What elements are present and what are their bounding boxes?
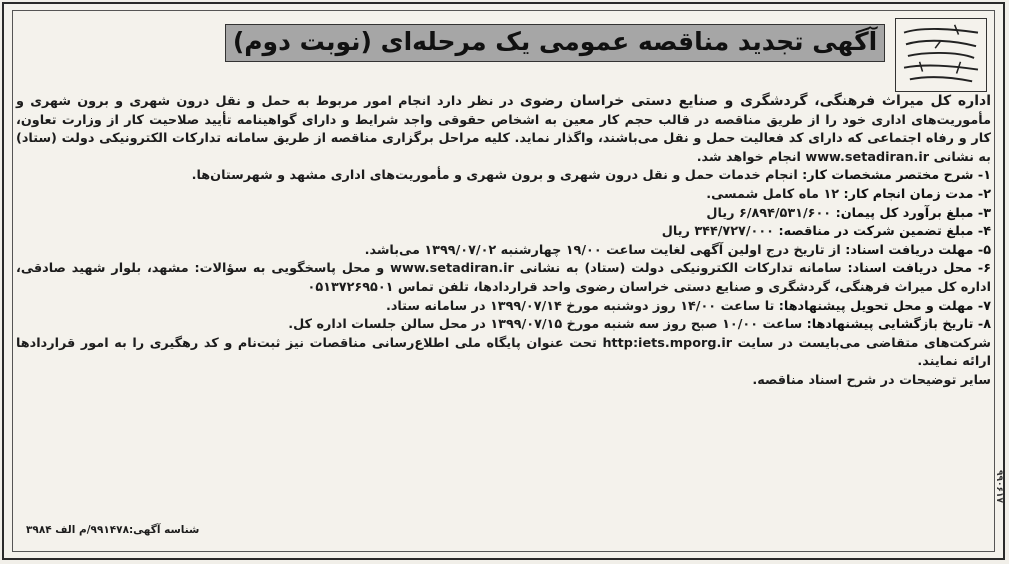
- notice-title: آگهی تجدید مناقصه عمومی یک مرحله‌ای (نوبت دوم): [225, 24, 885, 62]
- registration-note: شرکت‌های متقاضی می‌بایست در سایت http:iets.mporg.ir تحت عنوان پایگاه ملی اطلاع‌رسانی مناقصات نیز ثبت‌نام و کد رهگیری را به امور قراردادها ارائه نمایند.: [16, 335, 991, 370]
- other-details-note: سایر توضیحات در شرح اسناد مناقصه.: [752, 372, 991, 388]
- item-value: تا ساعت ۱۴/۰۰ روز دوشنبه مورخ ۱۳۹۹/۰۷/۱۴ در سامانه ستاد.: [385, 298, 779, 314]
- side-code: ۹۹۰۶۱۷: [994, 470, 1004, 503]
- item-value: ۶/۸۹۴/۵۳۱/۶۰۰ ریال: [706, 205, 836, 221]
- item-7: [16, 298, 991, 317]
- notice-body: [16, 92, 991, 391]
- intro-paragraph: [16, 92, 991, 167]
- item-value: انجام خدمات حمل و نقل درون شهری و برون شهری و مأموریت‌های اداری مشهد و شهرستان‌ها.: [191, 168, 803, 184]
- item-6: [16, 260, 991, 297]
- item-label: ۱- شرح مختصر مشخصات کار:: [802, 168, 991, 184]
- ad-identifier: شناسه آگهی:۹۹۱۴۷۸/م الف ۳۹۸۴: [26, 524, 200, 536]
- item-label: ۶- محل دریافت اسناد:: [847, 261, 991, 277]
- intro-lead: اداره کل میراث فرهنگی، گردشگری و صنایع دستی خراسان رضوی: [519, 93, 991, 109]
- item-label: ۵- مهلت دریافت اسناد:: [845, 242, 991, 258]
- item-2: [16, 186, 991, 205]
- item-8: [16, 316, 991, 335]
- intro-text: در نظر دارد انجام امور مربوط به حمل و نقل درون شهری و برون شهری و مأموریت‌های اداری خود را از طریق مناقصه در قالب حجم کار معین به اشخاص حقوقی واجد شرایط و دارای گواهینامه تأیید صلاحیت کار از وزارت تعاون، کار و رفاه اجتماعی که دارای کد فعالیت حمل و نقل می‌باشند، واگذار نماید. کلیه مراحل برگزاری مناقصه از طریق سامانه تدارکات الکترونیکی دولت (ستاد) به نشانی www.setadiran.ir انجام خواهد شد.: [16, 94, 991, 165]
- item-value: ۳۴۴/۷۲۷/۰۰۰ ریال: [661, 224, 779, 240]
- item-label: ۷- مهلت و محل تحویل پیشنهادها:: [778, 298, 991, 314]
- item-1: [16, 167, 991, 186]
- item-value: ساعت ۱۰/۰۰ صبح روز سه شنبه مورخ ۱۳۹۹/۰۷/۱۵ در محل سالن جلسات اداره کل.: [288, 317, 807, 333]
- advertisement-page: [2, 2, 1005, 560]
- item-5: [16, 242, 991, 261]
- item-value: ۱۲ ماه کامل شمسی.: [706, 186, 844, 202]
- seal-graphic: [896, 19, 986, 91]
- item-label: ۴- مبلغ تضمین شرکت در مناقصه:: [778, 224, 991, 240]
- item-label: ۲- مدت زمان انجام کار:: [843, 186, 991, 202]
- item-label: ۸- تاریخ بازگشایی پیشنهادها:: [806, 317, 991, 333]
- ministry-seal-logo: [895, 18, 987, 92]
- item-3: [16, 205, 991, 224]
- item-value: از تاریخ درج اولین آگهی لغایت ساعت ۱۹/۰۰ چهارشنبه ۱۳۹۹/۰۷/۰۲ می‌باشد.: [364, 242, 846, 258]
- item-4: [16, 223, 991, 242]
- item-value: سامانه تدارکات الکترونیکی دولت (ستاد) به نشانی www.setadiran.ir و محل پاسخگویی به سؤالات: مشهد، بلوار شهید صادقی، اداره کل میراث فرهنگی، گردشگری و صنایع دستی خراسان رضوی واحد قراردادها، تلفن تماس ۰۵۱۳۷۲۶۹۵۰۱: [16, 261, 991, 295]
- item-label: ۳- مبلغ برآورد کل پیمان:: [835, 205, 991, 221]
